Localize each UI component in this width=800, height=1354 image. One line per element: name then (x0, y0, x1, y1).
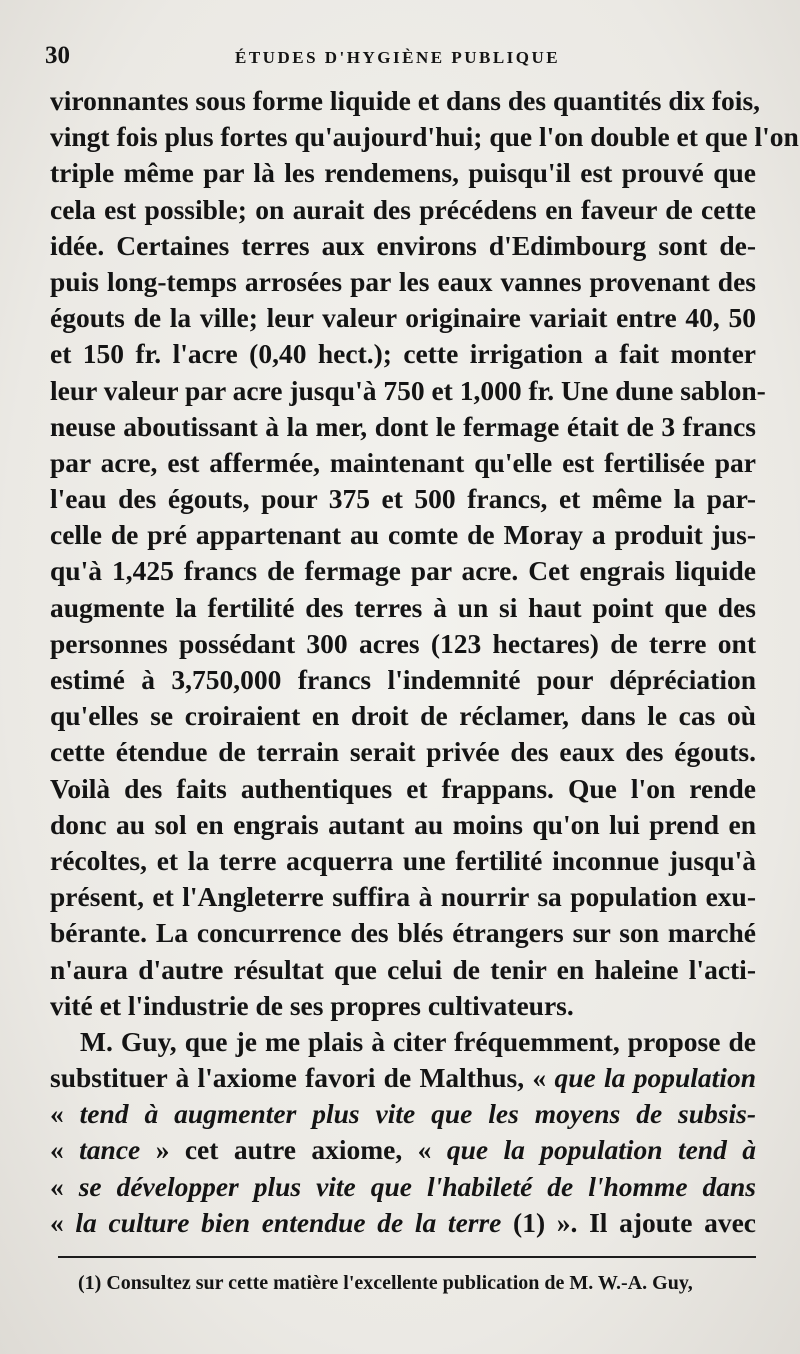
text-line (50, 1132, 756, 1168)
text-line: neuse aboutissant à la mer, dont le fermage était de 3 francs (50, 410, 756, 442)
text-line: vironnantes sous forme liquide et dans des quantités dix fois, (50, 85, 761, 116)
running-head: ÉTUDES D'HYGIÈNE PUBLIQUE (235, 48, 561, 67)
text-line: et 150 fr. l'acre (0,40 hect.); cette irrigation a fait monter (50, 338, 756, 370)
quote-italic: que la population (554, 1062, 756, 1094)
text-run: « (50, 1134, 80, 1166)
page-number: 30 (45, 42, 70, 69)
quote-italic: que la population tend à (446, 1134, 756, 1166)
text-run: substituer à l'axiome favori de Malthus, « (50, 1062, 555, 1094)
text-line (50, 1060, 756, 1096)
text-line: triple même par là les rendemens, puisqu'il est prouvé que (50, 157, 756, 189)
text-line (50, 1169, 756, 1205)
text-line: augmente la fertilité des terres à un si haut point que des (50, 591, 756, 623)
text-run: « (50, 1098, 80, 1130)
text-line: puis long-temps arrosées par les eaux vannes provenant des (50, 265, 756, 297)
text-run: » cet autre axiome, « (140, 1134, 447, 1166)
text-line: par acre, est affermée, maintenant qu'elle est fertilisée par (50, 446, 756, 478)
text-line: estimé à 3,750,000 francs l'indemnité pour dépréciation (50, 664, 756, 695)
quote-italic: se développer plus vite que l'habileté de l'homme dans (78, 1170, 757, 1202)
text-run: (1) ». Il ajoute avec (501, 1206, 756, 1238)
text-line: celle de pré appartenant au comte de Moray a produit jus- (50, 519, 756, 551)
text-line: présent, et l'Angleterre suffira à nourrir sa population exu- (50, 881, 756, 913)
text-line: idée. Certaines terres aux environs d'Edimbourg sont de- (50, 229, 756, 261)
quote-italic: tance (79, 1134, 141, 1166)
text-line: l'eau des égouts, pour 375 et 500 francs, et même la par- (50, 483, 756, 515)
text-line: leur valeur par acre jusqu'à 750 et 1,000 fr. Une dune sablon- (50, 374, 766, 406)
text-run: « (50, 1206, 76, 1238)
text-line: cela est possible; on aurait des précédens en faveur de cette (50, 193, 756, 225)
text-line: qu'elles se croiraient en droit de réclamer, dans le cas où (50, 700, 756, 732)
text-run: « (50, 1170, 79, 1202)
text-line: égouts de la ville; leur valeur originaire variait entre 40, 50 (50, 302, 756, 334)
text-line: bérante. La concurrence des blés étrangers sur son marché (50, 917, 756, 949)
quote-italic: tend à augmenter plus vite que les moyens de subsis- (79, 1098, 757, 1130)
text-run: M. Guy, que je me plais à citer fréquemment, propose de (80, 1025, 756, 1057)
text-line (50, 1096, 756, 1132)
quote-italic: la culture bien entendue de la terre (75, 1206, 502, 1238)
footnote-rule (58, 1256, 756, 1258)
body-text (50, 83, 799, 1241)
text-line (50, 1024, 756, 1060)
text-line (50, 1205, 756, 1241)
text-line: donc au sol en engrais autant au moins qu'on lui prend en (50, 808, 756, 840)
footnote: (1) Consultez sur cette matière l'excellente publication de M. W.-A. Guy, (78, 1272, 693, 1294)
text-line: personnes possédant 300 acres (123 hectares) de terre ont (50, 627, 756, 659)
text-line: cette étendue de terrain serait privée des eaux des égouts. (50, 736, 756, 768)
text-line: vité et l'industrie de ses propres cultivateurs. (50, 989, 574, 1021)
page-header (45, 42, 755, 78)
text-line: n'aura d'autre résultat que celui de tenir en haleine l'acti- (50, 953, 756, 985)
text-line: vingt fois plus fortes qu'aujourd'hui; que l'on double et que l'on (50, 121, 799, 153)
text-line: récoltes, et la terre acquerra une fertilité inconnue jusqu'à (50, 844, 756, 876)
text-line: qu'à 1,425 francs de fermage par acre. Cet engrais liquide (50, 555, 756, 587)
text-line: Voilà des faits authentiques et frappans. Que l'on rende (50, 772, 756, 804)
